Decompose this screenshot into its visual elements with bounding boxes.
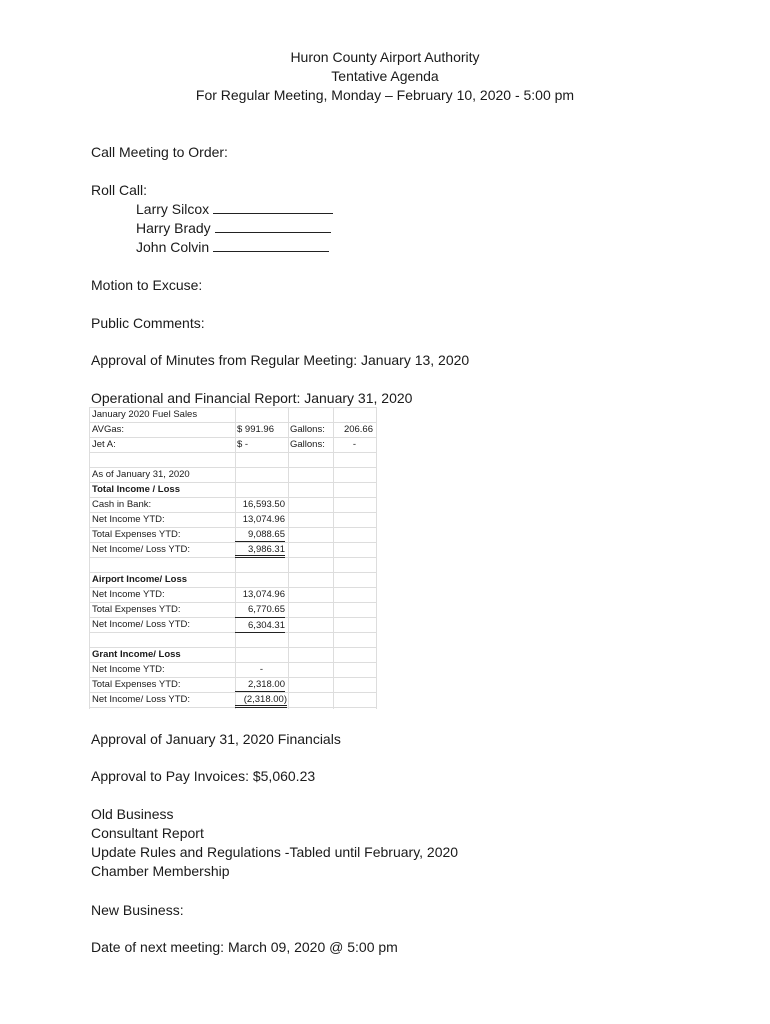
ops-report-title: Operational and Financial Report: January 31, 2020 — [91, 390, 413, 406]
roll-call-member: Harry Brady — [136, 219, 333, 238]
total-income-label: Net Income YTD: — [92, 514, 165, 525]
roll-call-list — [136, 200, 333, 257]
roll-call-member: Larry Silcox — [136, 200, 333, 219]
agenda-subtitle: Tentative Agenda — [331, 68, 439, 84]
grant-net-value: (2,318.00) — [235, 692, 287, 708]
avgas-gallons: 206.66 — [343, 424, 373, 435]
airport-expenses-value: 6,770.65 — [248, 604, 285, 615]
total-section-title: Total Income / Loss — [92, 484, 180, 495]
jeta-label: Jet A: — [92, 439, 116, 450]
avgas-gallons-label: Gallons: — [290, 424, 325, 435]
jeta-amount: $ - — [237, 439, 249, 450]
total-net-label: Net Income/ Loss YTD: — [92, 544, 191, 555]
grant-net-label: Net Income/ Loss YTD: — [92, 694, 191, 705]
total-income-value: 13,074.96 — [242, 514, 285, 525]
airport-income-label: Net Income YTD: — [92, 589, 165, 600]
airport-section-title: Airport Income/ Loss — [92, 574, 188, 585]
grant-income-value: - — [259, 664, 264, 675]
airport-expenses-label: Total Expenses YTD: — [92, 604, 181, 615]
old-business-list — [91, 805, 458, 881]
total-net-value: 3,986.31 — [235, 542, 285, 558]
grant-income-label: Net Income YTD: — [92, 664, 165, 675]
org-name: Huron County Airport Authority — [290, 49, 480, 65]
jeta-gallons-label: Gallons: — [290, 439, 325, 450]
cash-value: 16,593.50 — [242, 499, 285, 510]
airport-net-value: 6,304.31 — [235, 617, 285, 633]
grant-section-title: Grant Income/ Loss — [92, 649, 181, 660]
old-business-item: Consultant Report — [91, 825, 204, 841]
agenda-header — [0, 48, 770, 105]
old-business-item: Old Business — [91, 806, 174, 822]
call-to-order: Call Meeting to Order: — [91, 144, 228, 160]
approval-minutes: Approval of Minutes from Regular Meeting: January 13, 2020 — [91, 352, 470, 368]
airport-net-label: Net Income/ Loss YTD: — [92, 619, 191, 630]
airport-income-value: 13,074.96 — [242, 589, 285, 600]
roll-call-title: Roll Call: — [91, 182, 148, 198]
as-of-date: As of January 31, 2020 — [92, 469, 190, 480]
signature-line — [213, 239, 329, 252]
old-business-item: Chamber Membership — [91, 863, 230, 879]
signature-line — [215, 220, 331, 233]
approval-financials: Approval of January 31, 2020 Financials — [91, 731, 341, 747]
roll-call-member: John Colvin — [136, 238, 333, 257]
motion-to-excuse: Motion to Excuse: — [91, 277, 203, 293]
meeting-line: For Regular Meeting, Monday – February 10, 2020 - 5:00 pm — [195, 87, 575, 103]
total-expenses-label: Total Expenses YTD: — [92, 529, 181, 540]
avgas-label: AVGas: — [92, 424, 125, 435]
approval-invoices: Approval to Pay Invoices: $5,060.23 — [91, 768, 316, 784]
fuel-sales-title: January 2020 Fuel Sales — [92, 409, 198, 420]
cash-label: Cash in Bank: — [92, 499, 152, 510]
grant-expenses-label: Total Expenses YTD: — [92, 679, 181, 690]
next-meeting: Date of next meeting: March 09, 2020 @ 5:00 pm — [91, 939, 398, 955]
financial-sheet — [89, 407, 377, 709]
signature-line — [213, 201, 333, 214]
total-expenses-value: 9,088.65 — [235, 527, 285, 542]
avgas-amount: $ 991.96 — [237, 424, 274, 435]
new-business: New Business: — [91, 902, 184, 918]
jeta-gallons: - — [352, 439, 357, 450]
public-comments: Public Comments: — [91, 315, 205, 331]
grant-expenses-value: 2,318.00 — [235, 677, 285, 692]
old-business-item: Update Rules and Regulations -Tabled until February, 2020 — [91, 844, 459, 860]
